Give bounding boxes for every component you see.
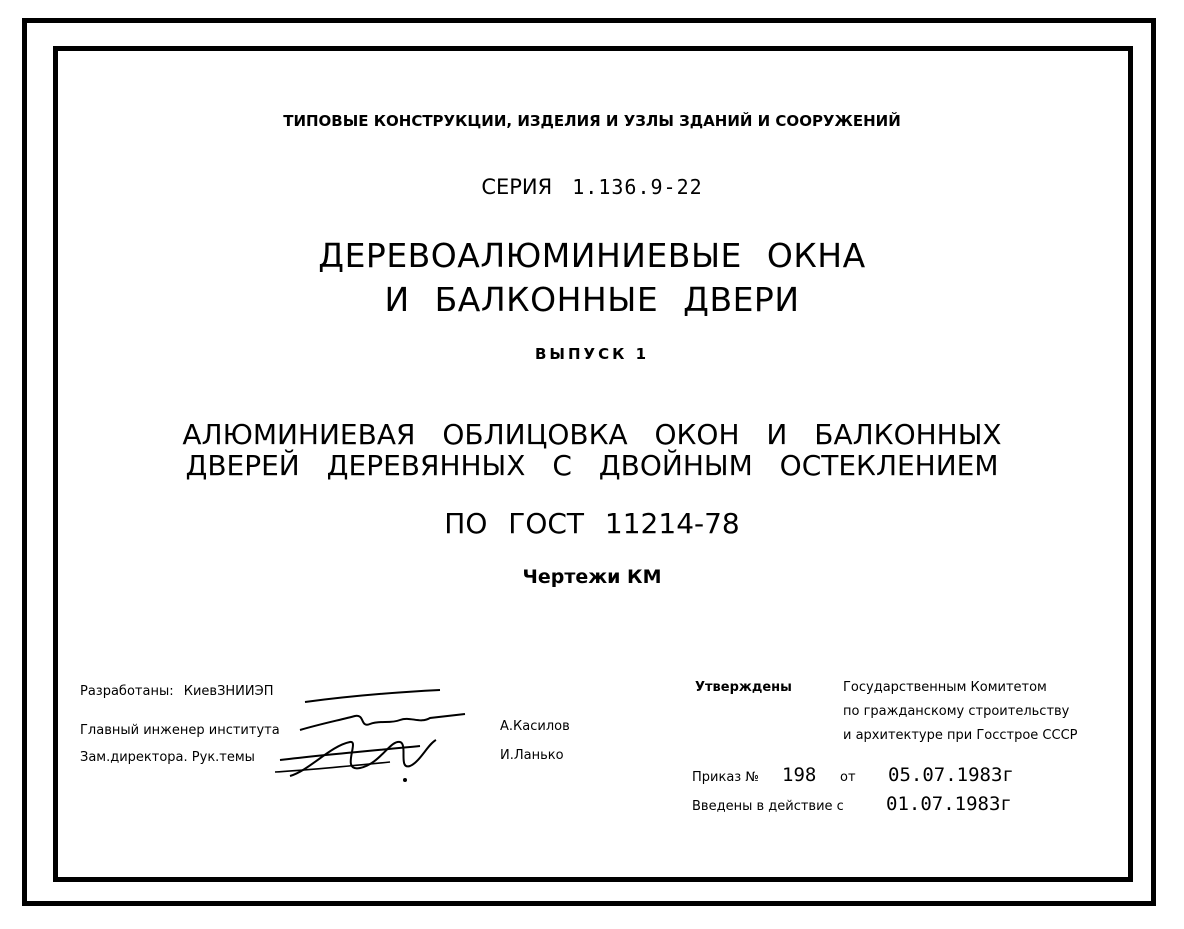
subtitle-line2: ДВЕРЕЙ ДЕРЕВЯННЫХ С ДВОЙНЫМ ОСТЕКЛЕНИЕМ: [185, 449, 999, 482]
order-label: Приказ №: [692, 770, 759, 785]
main-title-line1: ДЕРЕВОАЛЮМИНИЕВЫЕ ОКНА: [318, 236, 866, 275]
subtitle-line1: АЛЮМИНИЕВАЯ ОБЛИЦОВКА ОКОН И БАЛКОННЫХ: [182, 418, 1002, 451]
main-title-line2: И БАЛКОННЫЕ ДВЕРИ: [384, 280, 800, 319]
developed-line: [80, 684, 273, 699]
approved-label: Утверждены: [695, 680, 792, 695]
chief-engineer-name: А.Касилов: [500, 719, 570, 734]
seria-number: 1.136.9-22: [572, 175, 703, 199]
drawings-label: Чертежи КМ: [522, 566, 662, 588]
seria-line: [0, 175, 1184, 199]
issue-label: ВЫПУСК 1: [534, 345, 650, 363]
effective-label: Введены в действие с: [692, 799, 844, 814]
series-title: ТИПОВЫЕ КОНСТРУКЦИИ, ИЗДЕЛИЯ И УЗЛЫ ЗДАНИЙ И СООРУЖЕНИЙ: [283, 112, 901, 130]
order-from: от: [840, 770, 856, 785]
approved-line1: Государственным Комитетом: [843, 680, 1047, 695]
order-number: 198: [782, 764, 817, 786]
gost-line: ПО ГОСТ 11214-78: [444, 507, 740, 540]
developed-org: КиевЗНИИЭП: [183, 684, 274, 699]
signatures-image: [270, 680, 490, 790]
developed-label: Разработаны:: [80, 684, 174, 699]
deputy-director-label: Зам.директора. Рук.темы: [80, 750, 255, 765]
order-date: 05.07.1983г: [888, 764, 1014, 786]
chief-engineer-label: Главный инженер института: [80, 723, 280, 738]
approved-line2: по гражданскому строительству: [843, 704, 1070, 719]
approved-line3: и архитектуре при Госстрое СССР: [843, 728, 1078, 743]
deputy-director-name: И.Ланько: [500, 748, 564, 763]
effective-date: 01.07.1983г: [886, 793, 1012, 815]
seria-label: СЕРИЯ: [481, 175, 553, 199]
